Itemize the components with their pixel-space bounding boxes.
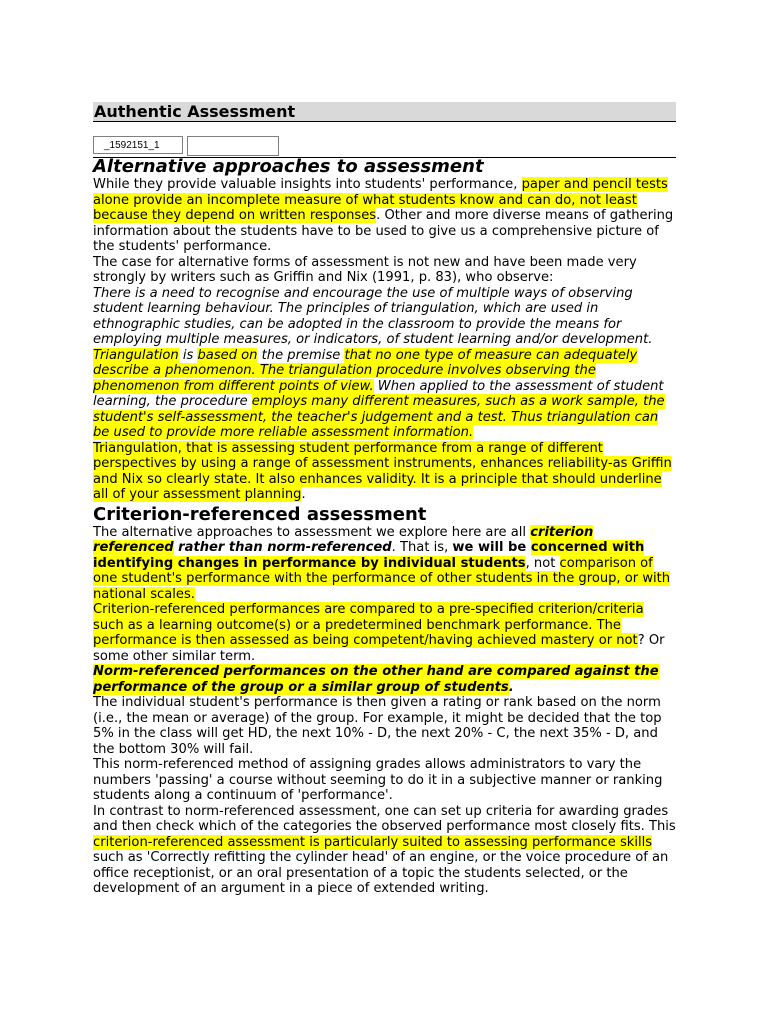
section-body-criterion-referenced <box>93 525 676 897</box>
paragraph <box>93 525 676 603</box>
highlighted-text: Criterion-referenced performances are compared to a pre-specified criterion/criteria such as a learning outcome(s) or a predetermined benchmark performance. The performance is then assessed as being competent/having achieved mastery or not <box>93 602 644 648</box>
text-run: There is a need to recognise and encourage the use of multiple ways of observing student learning behaviour. The principles of triangulation, which are used in ethnographic studies, can be adopted in the classroom to provide the means for employing multiple measures, or indicators, of student learning and/or development. <box>93 285 653 347</box>
text-run: In contrast to norm-referenced assessment, one can set up criteria for awarding grades and then check which of the categories the observed performance most closely fits. This <box>93 803 676 834</box>
text-run: such as 'Correctly refitting the cylinder head' of an engine, or the voice procedure of an office receptionist, or an oral presentation of a topic the students selected, or the development of an argument in a piece of extended writing. <box>93 850 669 896</box>
empty-id-cell <box>187 136 279 156</box>
section-body-alternative-approaches <box>93 177 676 503</box>
id-table <box>93 136 676 156</box>
highlighted-text: comparison of one student's performance with the performance of other students in the group, or with national scales. <box>93 555 671 602</box>
text-run: . That is, <box>391 540 453 555</box>
text-run: . Other and more diverse means of gathering information about the students have to be used to give us a comprehensive picture of the students' performance. <box>93 208 674 254</box>
paragraph <box>93 441 676 503</box>
highlighted-text: paper and pencil tests alone provide an incomplete measure of what students know and can do, not least because they depend on written responses <box>93 177 668 223</box>
document-id-cell: _1592151_1 <box>93 136 183 154</box>
highlighted-text: Triangulation <box>93 347 179 363</box>
highlighted-text: Triangulation, that is assessing student performance from a range of different perspectives by using a range of assessment instruments, enhances reliability-as Griffin and Nix so clearly state. It also enhances validity. It is a principle that should underline all of your assessment planning <box>93 440 672 502</box>
paragraph <box>93 602 676 664</box>
text-run: The alternative approaches to assessment we explore here are all <box>93 524 531 540</box>
paragraph: This norm-referenced method of assigning grades allows administrators to vary the numbers 'passing' a course without seeming to do it in a subjective manner or ranking students along a continuum of 'performance'. <box>93 757 663 803</box>
text-run: While they provide valuable insights into students' performance, <box>93 177 522 192</box>
text-run: ? Or some other similar term. <box>93 633 665 664</box>
text-run: . <box>508 679 514 695</box>
section-heading-alternative-approaches: Alternative approaches to assessment <box>93 156 484 177</box>
document-title: Authentic Assessment <box>93 102 676 122</box>
text-run: rather than norm-referenced <box>173 540 392 555</box>
highlighted-text: criterion-referenced assessment is particularly suited to assessing performance skills <box>93 834 653 850</box>
text-run: we will be <box>452 540 531 555</box>
highlighted-text: that no one type of measure can adequately describe a phenomenon. The triangulation procedure involves observing the phenomenon from different points of view. <box>93 347 638 394</box>
paragraph <box>93 804 676 897</box>
paragraph: The individual student's performance is then given a rating or rank based on the norm (i.e., the mean or average) of the group. For example, it might be decided that the top 5% in the class will get HD, the next 10% - D, the next 20% - C, the next 35% - D, and the bottom 30% will fail. <box>93 695 662 757</box>
highlighted-text: based on <box>197 347 258 363</box>
text-run: When applied to the assessment of student learning, the procedure <box>93 378 664 409</box>
section-heading-criterion-referenced: Criterion-referenced assessment <box>93 503 427 525</box>
text-run: . <box>301 487 306 502</box>
text-run: is <box>178 347 198 363</box>
block-quote <box>93 286 676 441</box>
text-run: , not <box>525 555 560 571</box>
highlighted-text: Norm-referenced performances on the other hand are compared against the performance of the group or a similar group of students <box>93 664 659 695</box>
text-run: the premise <box>257 347 345 363</box>
document-content <box>93 102 676 897</box>
paragraph <box>93 664 676 695</box>
paragraph: The case for alternative forms of assessment is not new and have been made very strongly by writers such as Griffin and Nix (1991, p. 83), who observe: <box>93 254 637 285</box>
highlighted-text: employs many different measures, such as a work sample, the student's self-assessment, the teacher's judgement and a test. Thus triangulation can be used to provide more reliable assessment information. <box>93 394 665 440</box>
paragraph <box>93 177 676 255</box>
highlighted-text: concerned with identifying changes in performance by individual students <box>93 540 645 571</box>
highlighted-text: criterion referenced <box>93 524 594 555</box>
